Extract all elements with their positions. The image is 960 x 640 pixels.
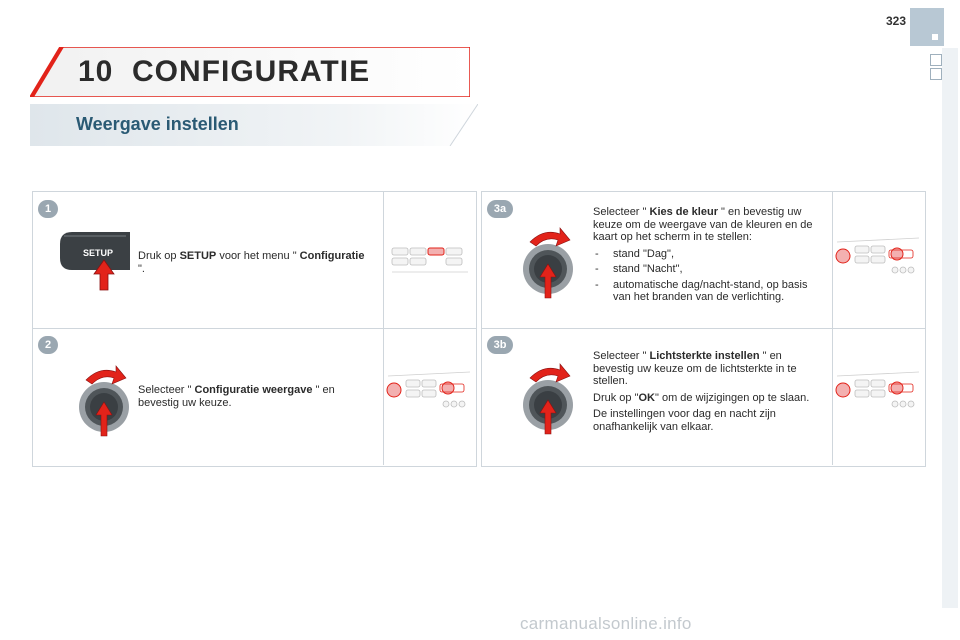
watermark: carmanualsonline.info: [520, 614, 692, 633]
setup-button-label: SETUP: [82, 248, 114, 258]
panel-divider: [383, 192, 384, 465]
radio-panel-icon: [386, 370, 472, 416]
radio-panel-icon: [835, 236, 921, 282]
setup-button-icon: [58, 230, 132, 292]
page-number: 323: [885, 14, 906, 28]
step-3a-text: Selecteer " Kies de kleur " en bevestig uw keuze om de weergave van de kleuren en de kaart op het scherm in te stellen: - stand "Dag", - stand "Nacht", - automatische dag/nacht-stand, op basis van het branden van de verlichting.: [593, 206, 825, 307]
rotary-knob-icon: [516, 222, 578, 302]
side-margin-strip: [942, 48, 958, 608]
radio-panel-icon: [388, 236, 472, 284]
rotary-knob-icon: [516, 358, 578, 438]
step-3b-text: Selecteer " Lichtsterkte instellen " en bevestig uw keuze om de lichtsterkte in te stellen. Druk op "OK" om de wijzigingen op te slaan. De instellingen voor dag en nacht zijn onafhankelijk van elkaar.: [593, 350, 810, 433]
rotary-knob-icon: [72, 360, 134, 440]
panel-divider: [832, 192, 833, 465]
list-item: - stand "Dag",: [593, 248, 825, 261]
chapter-number: 10: [78, 55, 114, 88]
step-badge-3a: 3a: [487, 200, 513, 218]
radio-panel-icon: [835, 370, 921, 416]
panel-divider: [32, 328, 476, 329]
list-item: - automatische dag/nacht-stand, op basis van het branden van de verlichting.: [593, 279, 825, 304]
step-badge-2: 2: [38, 336, 58, 354]
step-2-text: Selecteer " Configuratie weergave " en bevestig uw keuze.: [138, 384, 335, 409]
step-1-text: Druk op SETUP voor het menu " Configuratie ".: [138, 250, 365, 275]
page-corner-tab: [910, 8, 944, 46]
step-badge-1: 1: [38, 200, 58, 218]
side-marker-square: [930, 68, 942, 80]
chapter-title: CONFIGURATIE: [132, 55, 371, 88]
panel-divider: [481, 328, 925, 329]
step-badge-3b: 3b: [487, 336, 513, 354]
display-mode-list: [593, 248, 825, 304]
list-item: - stand "Nacht",: [593, 263, 825, 276]
side-marker-square: [930, 54, 942, 66]
section-title: Weergave instellen: [76, 114, 239, 134]
